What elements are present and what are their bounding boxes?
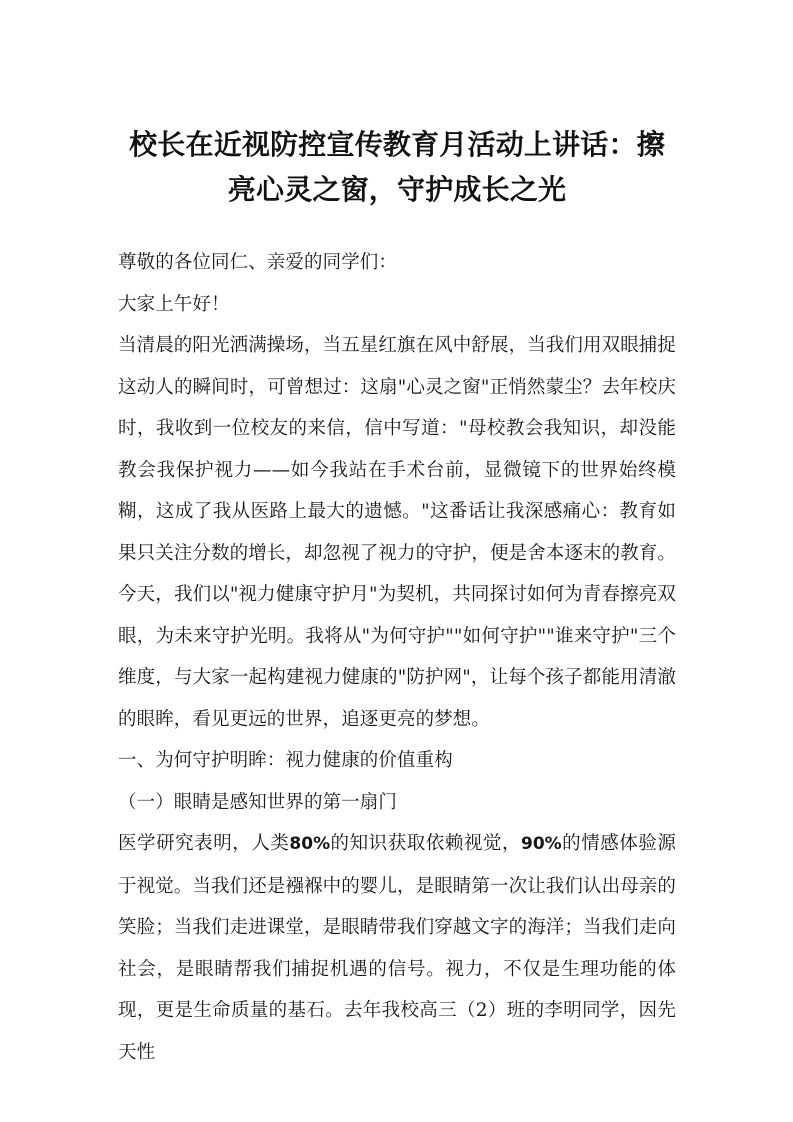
statistic-value: 90% (521, 834, 562, 854)
page-title-line-1: 校长在近视防控宣传教育月活动上讲话：擦 (129, 128, 665, 161)
section-heading-one: 一、为何守护明眸：视力健康的价值重构 (118, 750, 453, 771)
paragraph-salutation: 尊敬的各位同仁、亲爱的同学们： (118, 252, 398, 273)
page-title-line-2: 亮心灵之窗，守护成长之光 (227, 173, 567, 206)
document-content (118, 0, 676, 1073)
statistic-value: 80% (289, 834, 331, 854)
paragraph-opening: 当清晨的阳光洒满操场，当五星红旗在风中舒展，当我们用双眼捕捉这动人的瞬间时，可曾想过：这扇"心灵之窗"正悄然蒙尘？去年校庆时，我收到一位校友的来信，信中写道："母校教会我知识，却没能教会我保护视力——如今我站在手术台前，显微镜下的世界始终模糊，这成了我从医路上最大的遗憾。"这番话让我深感痛心：教育如果只关注分数的增长，却忽视了视力的守护，便是舍本逐末的教育。 (118, 335, 677, 564)
paragraph-greeting: 大家上午好！ (118, 293, 230, 315)
paragraph-section-one-body: 医学研究表明，人类80%的知识获取依赖视觉，90%的情感体验源于视觉。当我们还是襁褓中的婴儿，是眼睛第一次让我们认出母亲的笑脸；当我们走进课堂，是眼睛带我们穿越文字的海洋；当我们走向社会，是眼睛帮我们捕捉机遇的信号。视力，不仅是生理功能的体现，更是生命质量的基石。去年我校高三（2）班的李明同学，因先天性 (118, 833, 677, 1063)
page-title (118, 0, 676, 212)
subsection-heading-one-a: （一）眼睛是感知世界的第一扇门 (118, 791, 398, 813)
document-body (118, 242, 676, 1073)
paragraph-purpose: 今天，我们以"视力健康守护月"为契机，共同探讨如何为青春擦亮双眼，为未来守护光明。我将从"为何守护""如何守护""谁来守护"三个维度，与大家一起构建视力健康的"防护网"，让每个孩子都能用清澈的眼眸，看见更远的世界，追逐更亮的梦想。 (118, 584, 676, 730)
